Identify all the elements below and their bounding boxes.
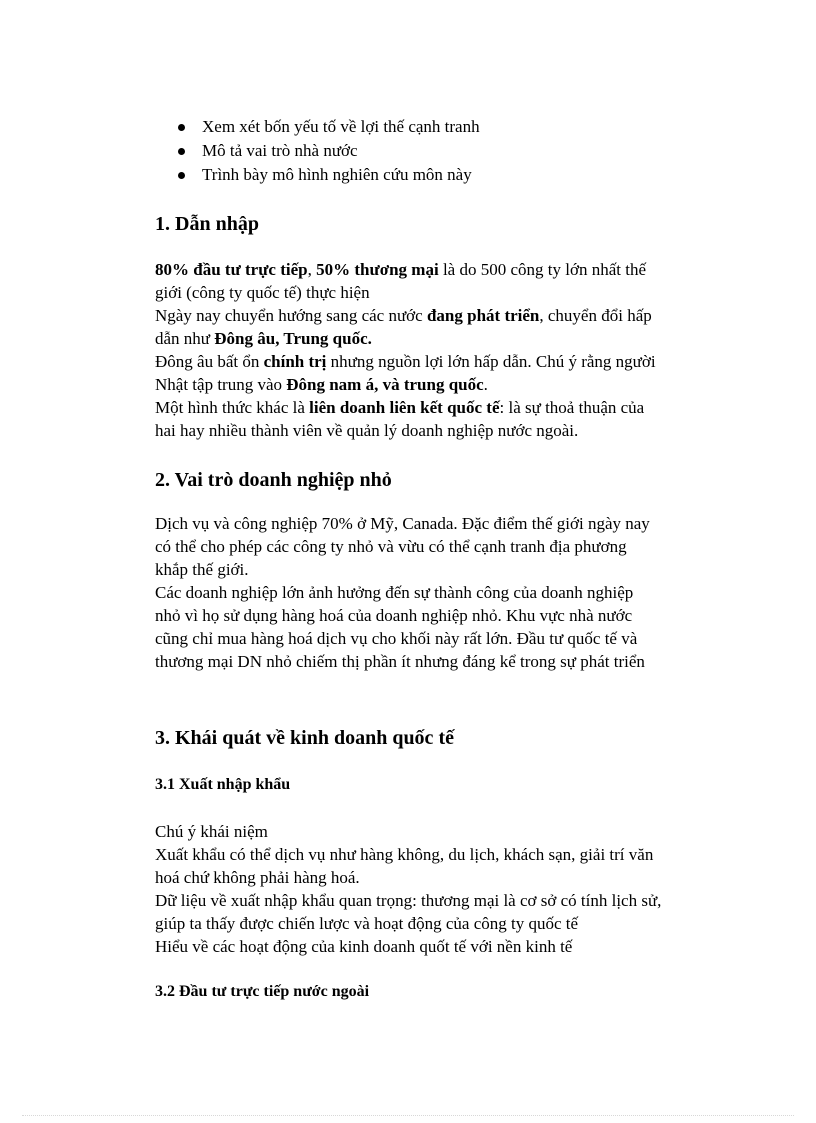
section-heading-2: 2. Vai trò doanh nghiệp nhỏ (155, 469, 392, 491)
section-3-1-body (155, 820, 715, 958)
text-line: có thể cho phép các công ty nhỏ và vừu có thể cạnh tranh địa phương (155, 537, 627, 556)
text-line: giúp ta thấy được chiến lược và hoạt động của công ty quốc tế (155, 914, 579, 933)
subsection-heading-3-1: 3.1 Xuất nhập khẩu (155, 776, 291, 793)
text-line: 80% đầu tư trực tiếp, 50% thương mại là do 500 công ty lớn nhất thế (155, 260, 646, 279)
text-line: Hiểu về các hoạt động của kinh doanh quốt tế với nền kinh tế (155, 937, 573, 956)
text-line: khắp thế giới. (155, 560, 249, 579)
section-heading-1: 1. Dẫn nhập (155, 213, 259, 235)
page-bottom-divider (22, 1115, 794, 1116)
objectives-list (178, 115, 480, 187)
bullet-icon (178, 124, 185, 131)
section-2-body (155, 512, 715, 673)
section-1-body (155, 258, 715, 442)
text-line: Các doanh nghiệp lớn ảnh hưởng đến sự thành công của doanh nghiệp (155, 583, 634, 602)
section-heading-3: 3. Khái quát về kinh doanh quốc tế (155, 727, 454, 749)
text-line: hai hay nhiều thành viên về quản lý doanh nghiệp nước ngoài. (155, 421, 579, 440)
bullet-icon (178, 172, 185, 179)
text-line: giới (công ty quốc tế) thực hiện (155, 283, 370, 302)
text-line: dẫn như Đông âu, Trung quốc. (155, 329, 372, 348)
text-line: cũng chỉ mua hàng hoá dịch vụ cho khối này rất lớn. Đầu tư quốc tế và (155, 629, 638, 648)
text-line: hoá chứ không phải hàng hoá. (155, 868, 360, 887)
text-line: nhỏ vì họ sử dụng hàng hoá của doanh nghiệp nhỏ. Khu vực nhà nước (155, 606, 633, 625)
text-line: Xuất khẩu có thể dịch vụ như hàng không, du lịch, khách sạn, giải trí văn (155, 845, 654, 864)
text-line: Nhật tập trung vào Đông nam á, và trung quốc. (155, 375, 488, 394)
list-item: Mô tả vai trò nhà nước (178, 139, 480, 163)
text-line: Ngày nay chuyển hướng sang các nước đang phát triển, chuyển đổi hấp (155, 306, 652, 325)
text-line: Đông âu bất ổn chính trị nhưng nguồn lợi lớn hấp dẫn. Chú ý rằng người (155, 352, 656, 371)
list-item: Xem xét bốn yếu tố về lợi thế cạnh tranh (178, 115, 480, 139)
text-line: Một hình thức khác là liên doanh liên kết quốc tế: là sự thoả thuận của (155, 398, 645, 417)
text-line: thương mại DN nhỏ chiếm thị phần ít nhưng đáng kể trong sự phát triển (155, 652, 645, 671)
list-item: Trình bày mô hình nghiên cứu môn này (178, 163, 480, 187)
text-line: Dữ liệu về xuất nhập khẩu quan trọng: thương mại là cơ sở có tính lịch sử, (155, 891, 662, 910)
bullet-icon (178, 148, 185, 155)
subsection-heading-3-2: 3.2 Đầu tư trực tiếp nước ngoài (155, 983, 370, 1000)
text-line: Dịch vụ và công nghiệp 70% ở Mỹ, Canada. Đặc điểm thế giới ngày nay (155, 514, 650, 533)
text-line: Chú ý khái niệm (155, 822, 268, 841)
